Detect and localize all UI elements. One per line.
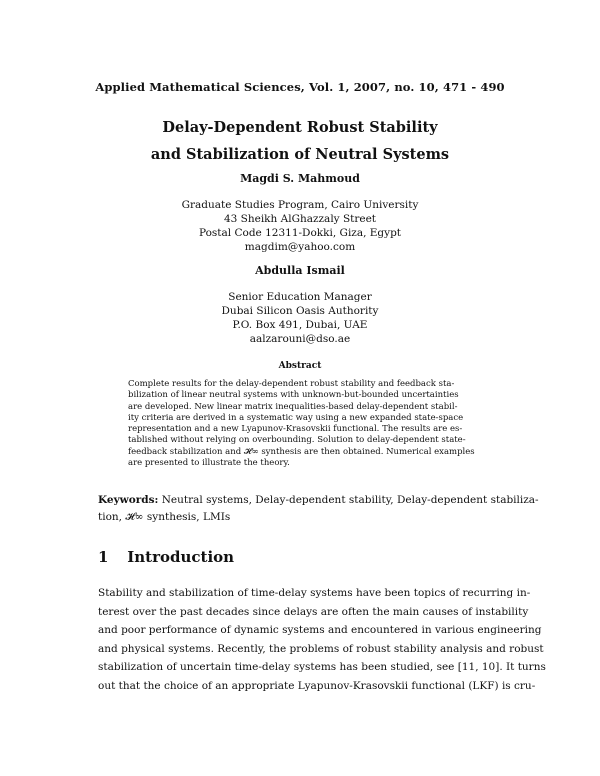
keywords-label: Keywords: <box>98 494 159 506</box>
author-email: aalzarouni@dso.ae <box>249 333 351 345</box>
abstract-line: tablished without relying on overbounding. Solution to delay-dependent state- <box>128 435 466 446</box>
affiliation-line: Postal Code 12311-Dokki, Giza, Egypt <box>198 227 402 239</box>
keywords-line-1 <box>98 492 539 509</box>
affiliation-line: 43 Sheikh AlGhazzaly Street <box>223 213 377 225</box>
abstract-body <box>128 379 475 469</box>
body-line: terest over the past decades since delays are often the main causes of instability <box>98 605 529 618</box>
section-number: 1 <box>98 548 109 566</box>
abstract-line: are developed. New linear matrix inequalities-based delay-dependent stabil- <box>128 401 458 412</box>
author-affiliation-1 <box>0 198 600 254</box>
keywords-line-2: tion, 𝓗∞ synthesis, LMIs <box>98 511 231 523</box>
journal-header: Applied Mathematical Sciences, Vol. 1, 2007, no. 10, 471 - 490 <box>95 80 505 94</box>
paper-title-line-1: Delay-Dependent Robust Stability <box>162 119 438 136</box>
abstract-line: ity criteria are derived in a systematic way using a new expanded state-space <box>128 412 464 423</box>
abstract-line: Complete results for the delay-dependent robust stability and feedback sta- <box>128 379 455 389</box>
keywords-text: Neutral systems, Delay-dependent stability, Delay-dependent stabiliza- <box>161 494 539 506</box>
abstract-heading: Abstract <box>278 361 322 371</box>
affiliation-line: P.O. Box 491, Dubai, UAE <box>232 319 368 331</box>
author-name-1: Magdi S. Mahmoud <box>240 172 360 185</box>
author-email: magdim@yahoo.com <box>244 241 356 253</box>
affiliation-line: Dubai Silicon Oasis Authority <box>221 305 379 317</box>
abstract-line: are presented to illustrate the theory. <box>128 458 290 469</box>
body-line: and poor performance of dynamic systems and encountered in various engineering <box>98 624 542 637</box>
paper-title-line-2: and Stabilization of Neutral Systems <box>150 146 450 163</box>
affiliation-line: Graduate Studies Program, Cairo University <box>181 199 419 211</box>
body-line: stabilization of uncertain time-delay systems has been studied, see [11, 10]. It turns <box>98 661 546 674</box>
affiliation-line: Senior Education Manager <box>228 291 372 303</box>
author-name-2: Abdulla Ismail <box>255 264 345 277</box>
author-affiliation-2 <box>0 290 600 346</box>
section-heading <box>98 548 234 566</box>
body-line: out that the choice of an appropriate Lyapunov-Krasovskii functional (LKF) is cru- <box>98 679 536 692</box>
section-title: Introduction <box>127 548 235 566</box>
body-line: and physical systems. Recently, the problems of robust stability analysis and robust <box>98 642 544 655</box>
intro-paragraph <box>98 584 546 696</box>
abstract-line: representation and a new Lyapunov-Krasovskii functional. The results are es- <box>128 424 463 435</box>
abstract-line: bilization of linear neutral systems with unknown-but-bounded uncertainties <box>128 390 459 401</box>
keywords-block <box>98 492 539 526</box>
body-line: Stability and stabilization of time-delay systems have been topics of recurring in- <box>98 587 531 599</box>
abstract-line: feedback stabilization and 𝓗∞ synthesis are then obtained. Numerical examples <box>128 446 475 457</box>
